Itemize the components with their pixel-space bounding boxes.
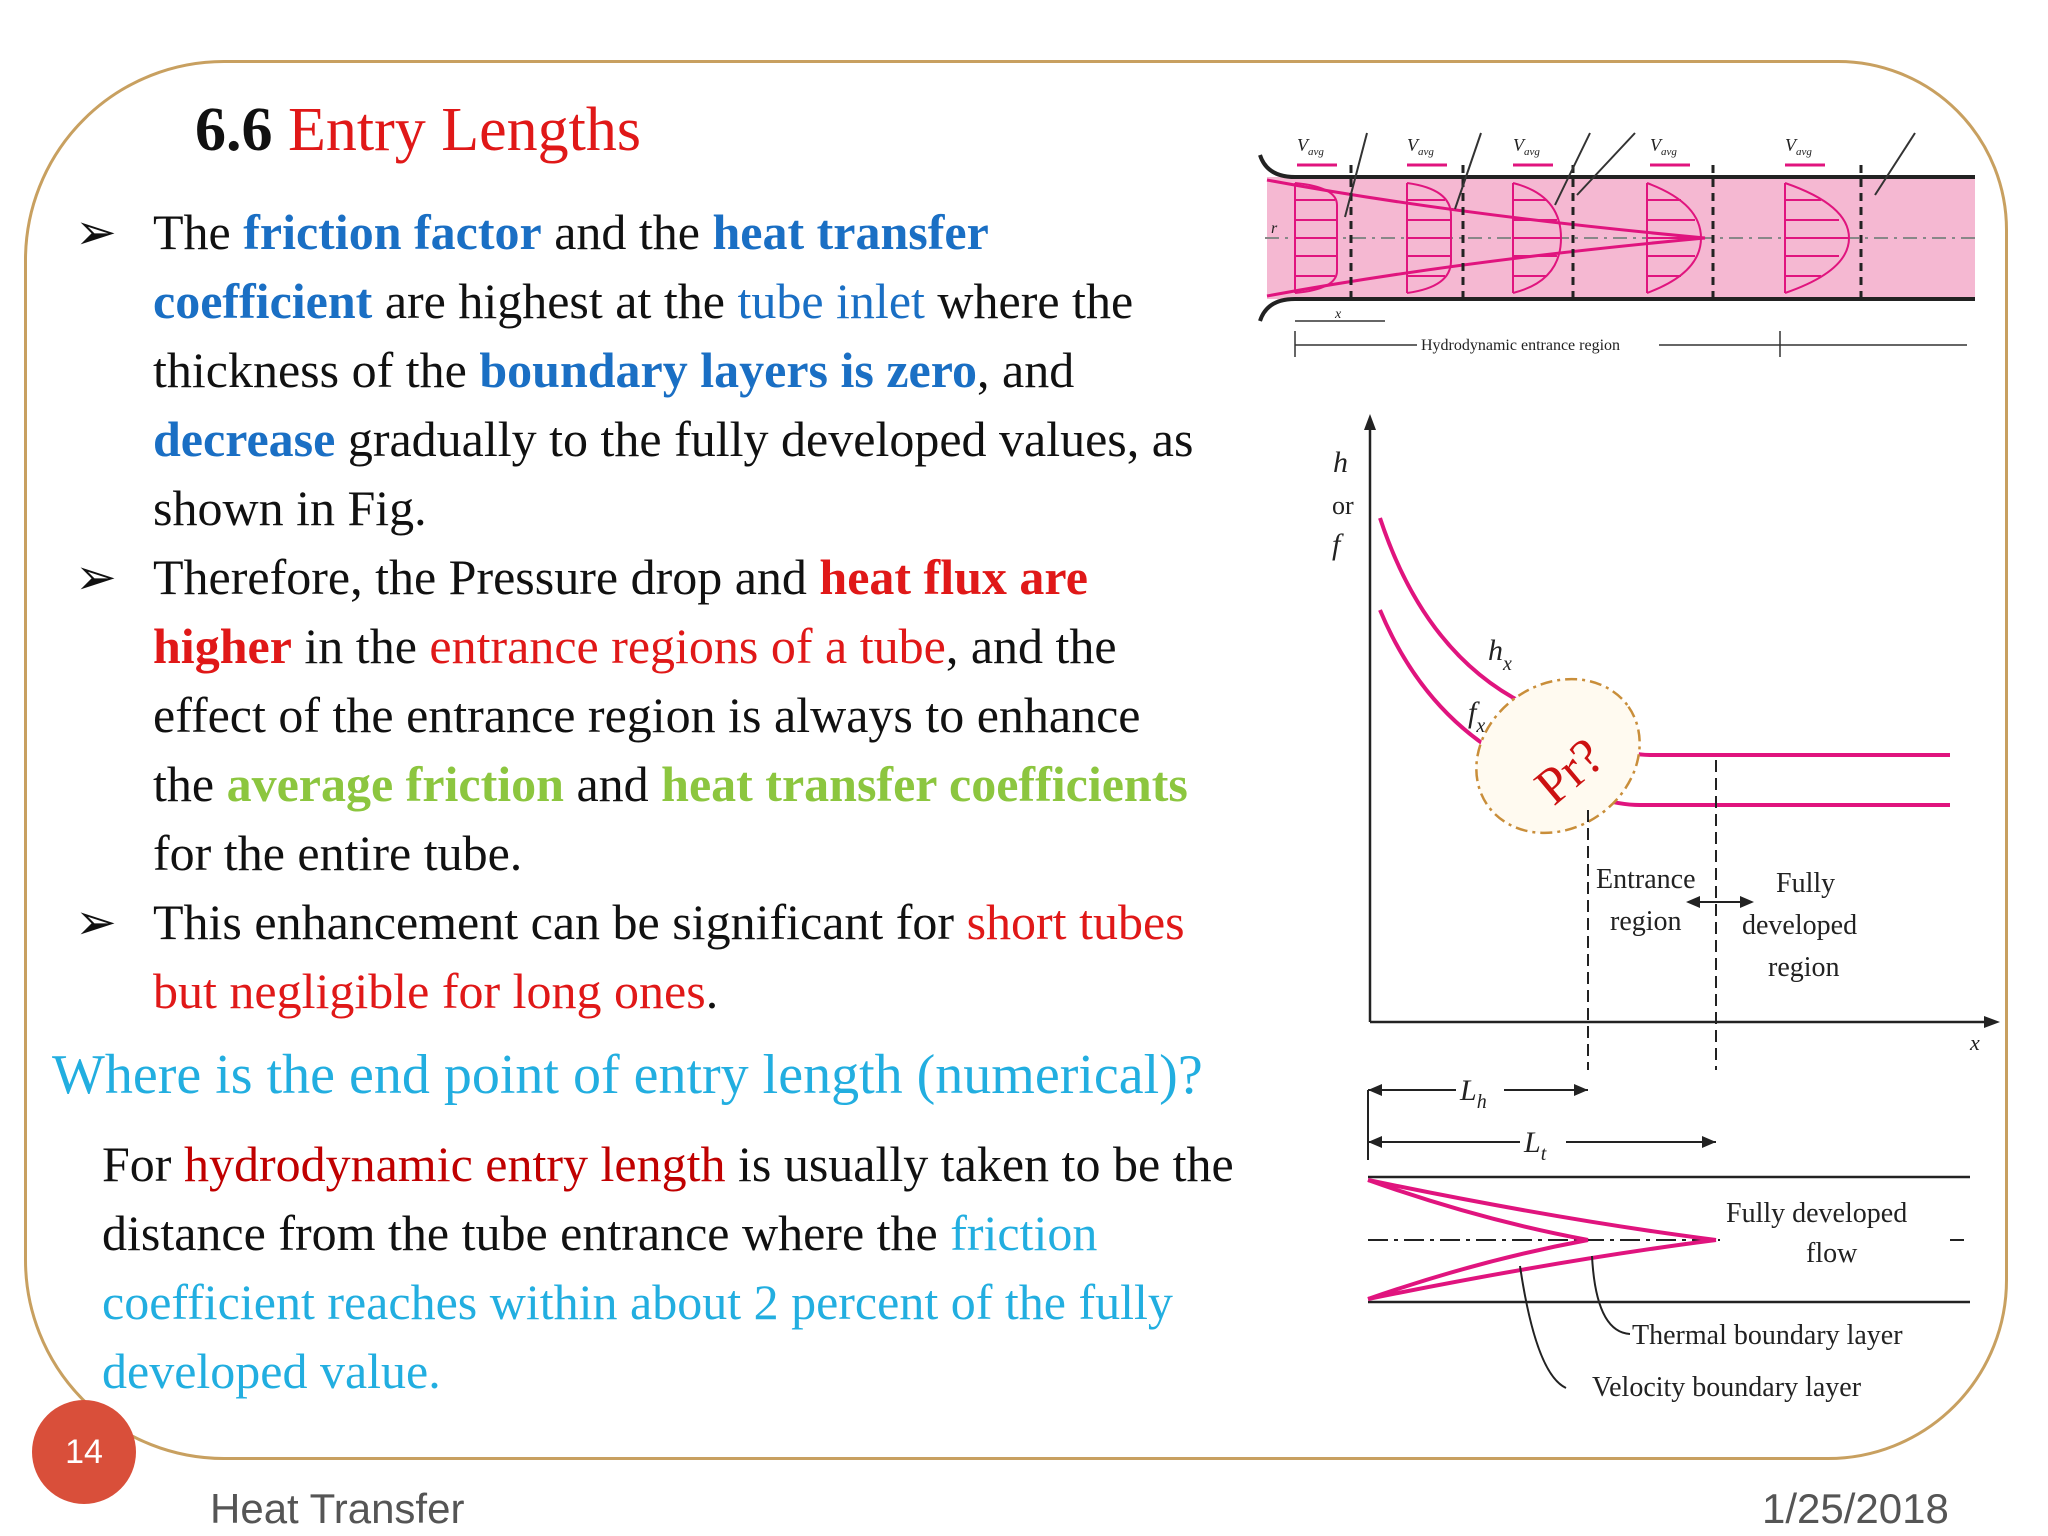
- fully-label-3: region: [1768, 952, 1840, 983]
- v-avg-labels: [1297, 135, 1812, 158]
- bullet-item: [75, 543, 1205, 888]
- bullet-text: [153, 204, 1193, 536]
- title-number: 6.6: [195, 96, 273, 164]
- answer-paragraph: [102, 1130, 1252, 1406]
- y-axis-arrow: [1364, 414, 1376, 430]
- text-run: gradually to the fully developed values, as shown in Fig.: [153, 411, 1194, 536]
- text-run: average friction: [226, 756, 564, 812]
- bullet-item: [75, 198, 1205, 543]
- page-number-badge: [32, 1400, 136, 1504]
- y-label-f: f: [1332, 528, 1341, 561]
- r-label: r: [1271, 220, 1278, 237]
- v-avg-label: $V_{avg}$: [1785, 135, 1812, 158]
- text-run: heat transfer coefficient: [153, 204, 988, 329]
- arrow-right-icon: [1574, 1084, 1588, 1096]
- text-run: .: [705, 963, 719, 1019]
- text-run: friction coefficient reaches within about 2 percent of the fully developed value.: [102, 1205, 1173, 1399]
- bullet-arrow-icon: ➢: [75, 549, 117, 605]
- arrow-right-icon: [1740, 896, 1754, 908]
- tube-velocity-profile-figure: [1255, 125, 1985, 365]
- tube-wall-top: [1260, 155, 1975, 177]
- hx-curve: [1380, 518, 1950, 755]
- text-run: For: [102, 1136, 184, 1192]
- fully-developed-flow-label-1: Fully developed: [1726, 1198, 1908, 1229]
- entrance-label-1: Entrance: [1596, 864, 1696, 895]
- text-run: hydrodynamic entry length: [183, 1136, 726, 1192]
- entrance-label-2: region: [1610, 906, 1682, 937]
- text-run: is usually taken to be the distance from the tube entrance where the: [102, 1136, 1234, 1261]
- v-avg-label: $V_{avg}$: [1407, 135, 1434, 158]
- fully-label-1: Fully: [1776, 868, 1836, 899]
- lh-label: $L_h$: [1460, 1074, 1487, 1113]
- v-avg-label: $V_{avg}$: [1513, 135, 1540, 158]
- text-run: This enhancement can be significant for: [153, 894, 967, 950]
- fx-curve: [1380, 610, 1950, 805]
- text-run: , and: [977, 342, 1075, 398]
- x-axis-arrow: [1984, 1016, 2000, 1028]
- velocity-boundary-label: Velocity boundary layer: [1592, 1372, 1862, 1403]
- bullet-arrow-icon: ➢: [75, 894, 117, 950]
- bullet-list: [75, 198, 1205, 1026]
- text-run: Therefore, the Pressure drop and: [153, 549, 820, 605]
- text-run: boundary layers is zero: [479, 342, 978, 398]
- fully-developed-flow-label-2: flow: [1806, 1238, 1858, 1269]
- footer-date: 1/25/2018: [1762, 1485, 1949, 1532]
- x-label: x: [1335, 307, 1342, 322]
- text-run: tube inlet: [737, 273, 925, 329]
- text-run: for the entire tube.: [153, 825, 523, 881]
- velocity-layer-bottom: [1368, 1240, 1588, 1299]
- y-label-h: h: [1333, 446, 1348, 479]
- h-f-entry-plot: [1310, 410, 2010, 1070]
- footer-course: Heat Transfer: [210, 1485, 465, 1532]
- text-run: heat flux are higher: [153, 549, 1088, 674]
- text-run: in the: [291, 618, 430, 674]
- text-run: friction factor: [243, 204, 542, 260]
- slide-title: [195, 95, 641, 166]
- hx-label: $h_x$: [1488, 634, 1512, 675]
- bullet-item: [75, 888, 1205, 1026]
- velocity-layer-top: [1368, 1180, 1588, 1240]
- text-run: heat transfer coefficients: [661, 756, 1188, 812]
- fx-label: $f_x$: [1468, 696, 1486, 737]
- text-run: , and the effect of the entrance region is always to enhance the: [153, 618, 1141, 812]
- boundary-layer-figure: [1360, 1070, 1990, 1420]
- arrow-left-icon: [1368, 1084, 1382, 1096]
- thermal-boundary-label: Thermal boundary layer: [1632, 1320, 1903, 1351]
- text-run: short tubes but negligible for long ones: [153, 894, 1185, 1019]
- fully-label-2: developed: [1742, 910, 1858, 941]
- thermal-leader: [1592, 1256, 1630, 1334]
- arrow-left-icon: [1686, 896, 1700, 908]
- v-avg-label: $V_{avg}$: [1650, 135, 1677, 158]
- text-run: entrance regions of a tube: [429, 618, 946, 674]
- x-axis-label: x: [1970, 1030, 1980, 1055]
- arrow-right-icon: [1702, 1136, 1716, 1148]
- text-run: decrease: [153, 411, 336, 467]
- bullet-text: [153, 894, 1185, 1019]
- bullet-arrow-icon: ➢: [75, 204, 117, 260]
- v-avg-label: $V_{avg}$: [1297, 135, 1324, 158]
- y-label-or: or: [1332, 491, 1354, 520]
- pr-stamp-text: Pr?: [1524, 727, 1615, 816]
- title-text: Entry Lengths: [288, 96, 641, 164]
- lt-label: $L_t$: [1524, 1126, 1547, 1165]
- question-heading: Where is the end point of entry length (numerical)?: [52, 1044, 1203, 1106]
- text-run: where the thickness of the: [153, 273, 1134, 398]
- arrow-left-icon: [1368, 1136, 1382, 1148]
- bullet-text: [153, 549, 1188, 881]
- page-number: 14: [65, 1432, 103, 1471]
- text-run: and: [563, 756, 662, 812]
- tube-wall-bottom: [1260, 299, 1975, 321]
- text-run: are highest at the: [372, 273, 738, 329]
- text-run: and the: [541, 204, 713, 260]
- text-run: The: [153, 204, 244, 260]
- velocity-leader: [1520, 1266, 1566, 1388]
- hydrodynamic-entrance-label: Hydrodynamic entrance region: [1421, 337, 1621, 354]
